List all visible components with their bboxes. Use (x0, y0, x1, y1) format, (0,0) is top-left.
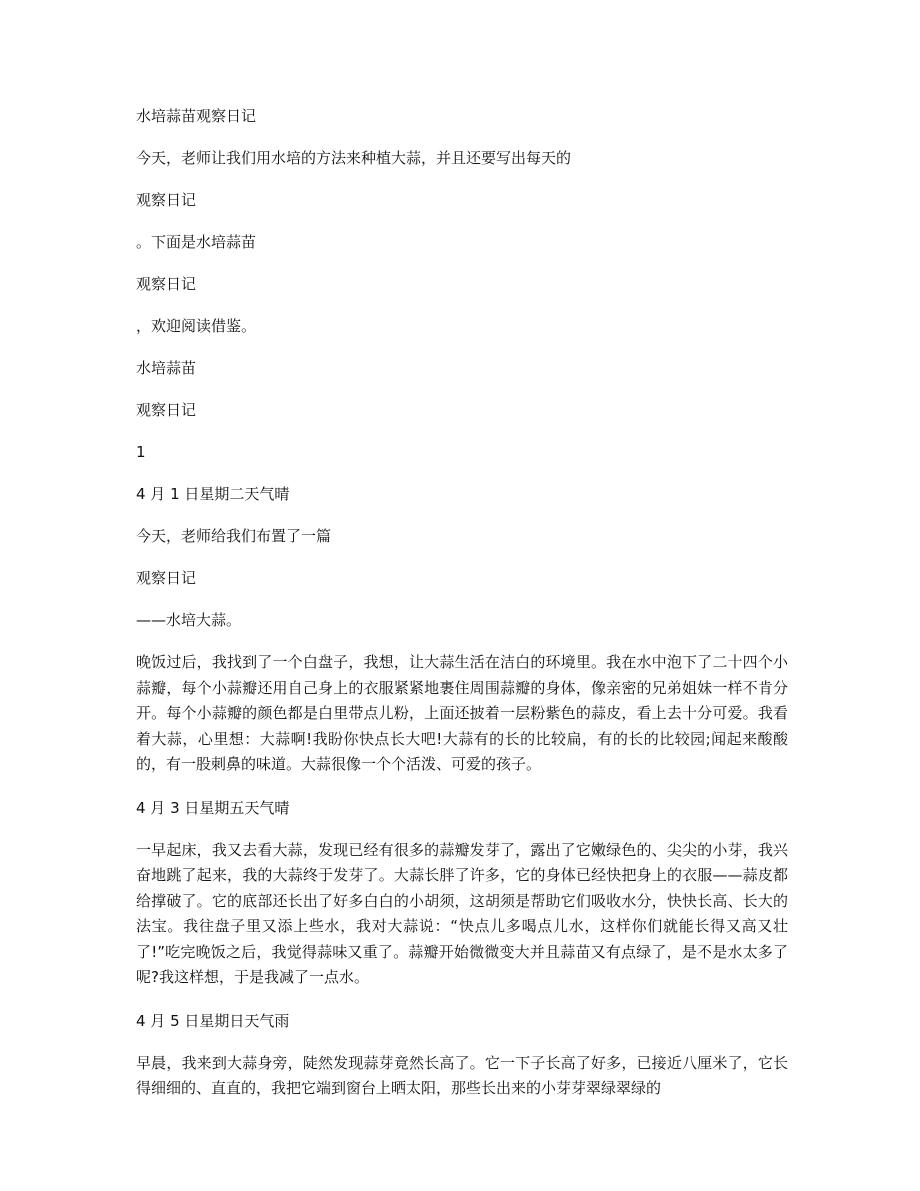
document-page (136, 104, 788, 1120)
diary-paragraph: 晚饭过后，我找到了一个白盘子，我想，让大蒜生活在洁白的环境里。我在水中泡下了二十四个小蒜瓣，每个小蒜瓣还用自己身上的衣服紧紧地裹住周围蒜瓣的身体，像亲密的兄弟姐妹一样不肯分开。每个小蒜瓣的颜色都是白里带点儿粉，上面还披着一层粉紫色的蒜皮，看上去十分可爱。我看着大蒜，心里想：大蒜啊!我盼你快点长大吧!大蒜有的长的比较扁，有的长的比较园;闻起来酸酸的，有一股刺鼻的味道。大蒜很像一个个活泼、可爱的孩子。 (136, 653, 788, 773)
diary-paragraph: 早晨，我来到大蒜身旁，陡然发现蒜芽竟然长高了。它一下子长高了好多，已接近八厘米了，它长得细细的、直直的，我把它端到窗台上晒太阳，那些长出来的小芽芽翠绿翠绿的 (136, 1053, 788, 1097)
text-line: 观察日记 (136, 275, 197, 293)
text-line: ，欢迎阅读借鉴。 (136, 317, 257, 335)
diary-paragraph: 一早起床，我又去看大蒜，发现已经有很多的蒜瓣发芽了，露出了它嫩绿色的、尖尖的小芽，我兴奋地跳了起来，我的大蒜终于发芽了。大蒜长胖了许多，它的身体已经快把身上的衣服——蒜皮都给撑破了。它的底部还长出了好多白白的小胡须，这胡须是帮助它们吸收水分，快快长高、长大的法宝。我往盘子里又添上些水，我对大蒜说：“快点儿多喝点儿水，这样你们就能长得又高又壮了!”吃完晚饭之后，我觉得蒜味又重了。蒜瓣开始微微变大并且蒜苗又有点绿了，是不是水太多了呢?我这样想，于是我减了一点水。 (136, 840, 788, 986)
entry-number: 1 (136, 443, 146, 461)
text-line: 今天，老师给我们布置了一篇 (136, 527, 332, 545)
text-line: 今天，老师让我们用水培的方法来种植大蒜，并且还要写出每天的 (136, 149, 572, 167)
text-line: ——水培大蒜。 (136, 611, 242, 629)
entry-date: 4 月 5 日星期日天气雨 (136, 1011, 290, 1030)
text-line: 观察日记 (136, 401, 197, 419)
text-line: 观察日记 (136, 191, 197, 209)
document-title: 水培蒜苗观察日记 (136, 107, 257, 125)
entry-date: 4 月 3 日星期五天气晴 (136, 798, 290, 817)
text-line: 。下面是水培蒜苗 (136, 233, 257, 251)
section-heading: 水培蒜苗 (136, 359, 197, 377)
entry-date: 4 月 1 日星期二天气晴 (136, 485, 290, 503)
text-line: 观察日记 (136, 569, 197, 587)
